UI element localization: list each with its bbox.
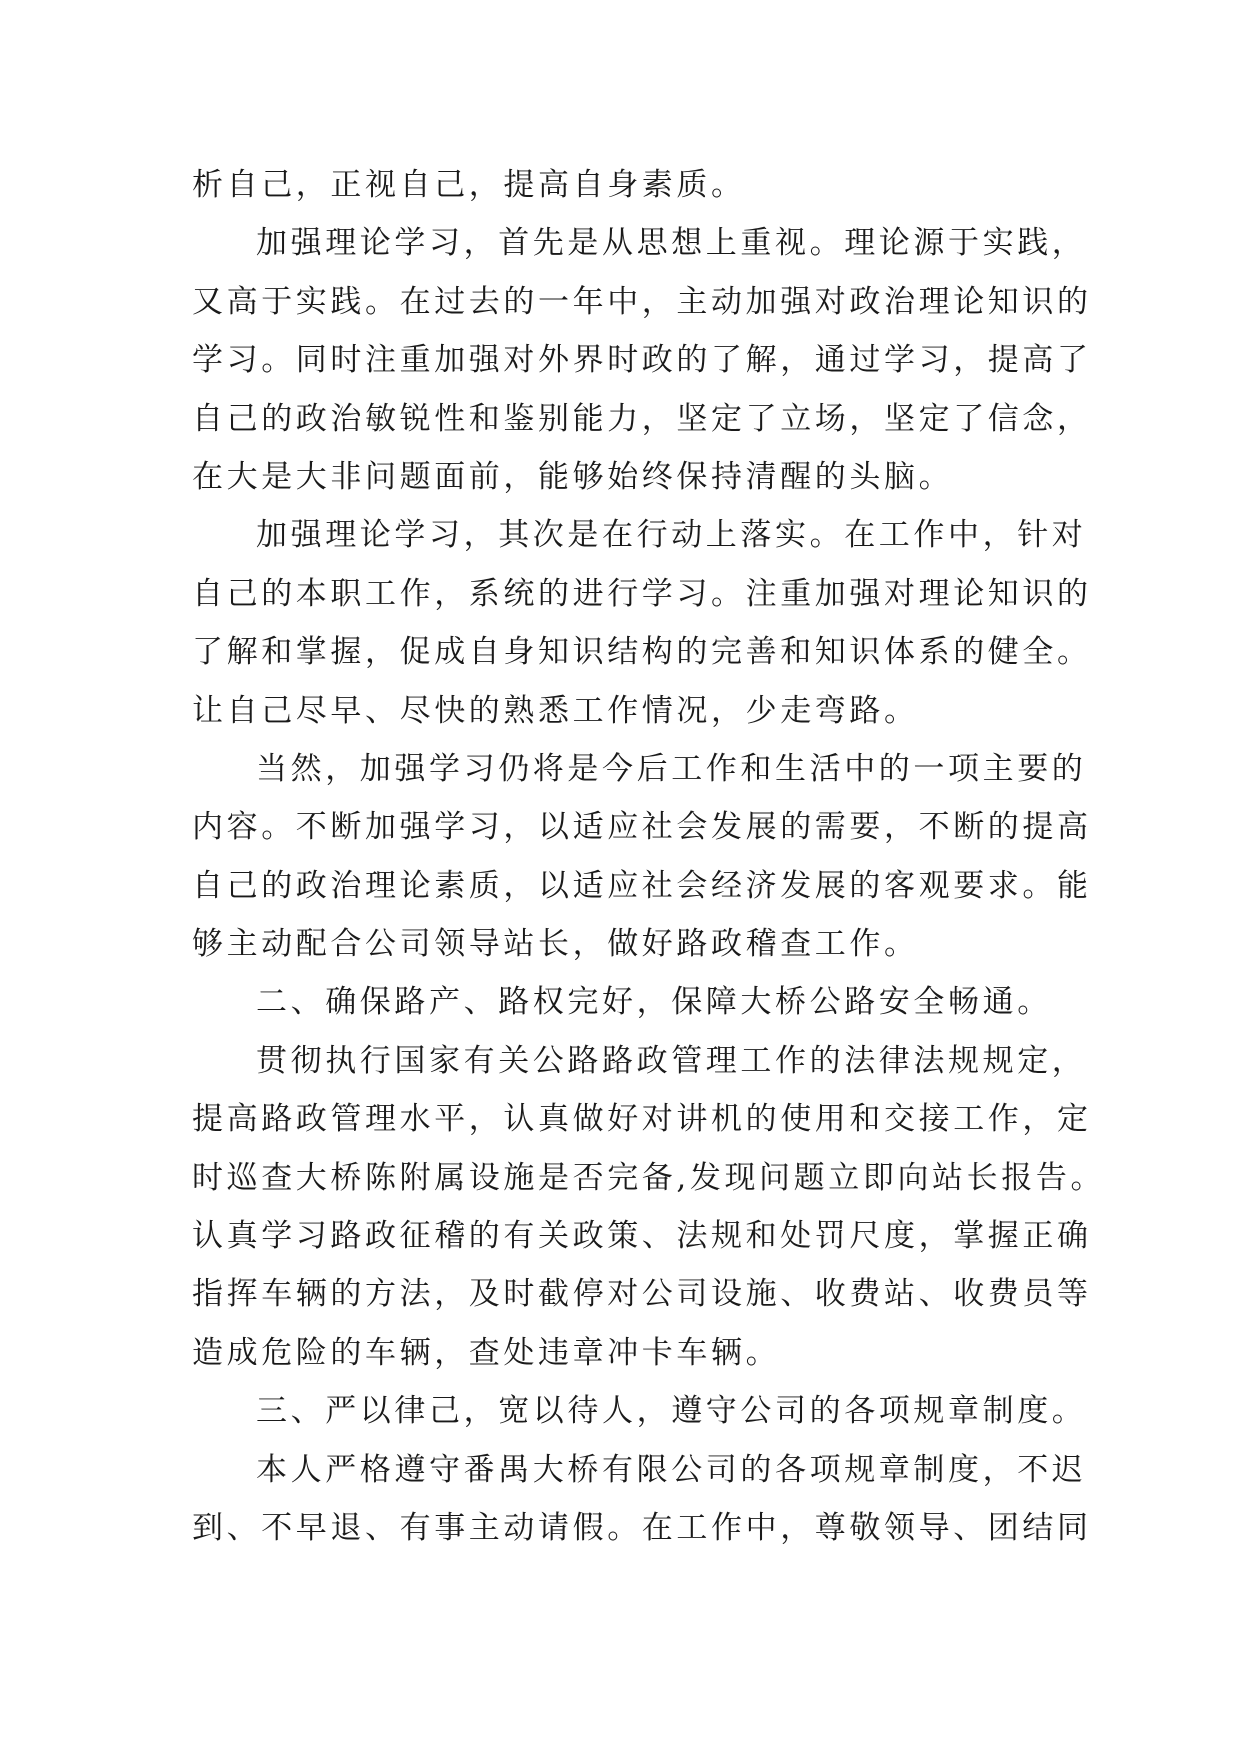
text-line: 加强理论学习，其次是在行动上落实。在工作中，针对 — [256, 517, 1087, 554]
text-line: 到、不早退、有事主动请假。在工作中，尊敬领导、团结同 — [192, 1509, 1092, 1546]
text-line: 自己的政治敏锐性和鉴别能力，坚定了立场，坚定了信念， — [192, 400, 1092, 437]
text-line: 提高路政管理水平，认真做好对讲机的使用和交接工作，定 — [192, 1101, 1092, 1138]
text-line: 时巡查大桥陈附属设施是否完备,发现问题立即向站长报告。 — [192, 1159, 1106, 1196]
text-line: 认真学习路政征稽的有关政策、法规和处罚尺度，掌握正确 — [192, 1218, 1092, 1255]
text-line: 自己的政治理论素质，以适应社会经济发展的客观要求。能 — [192, 867, 1092, 904]
text-line: 加强理论学习，首先是从思想上重视。理论源于实践， — [256, 225, 1087, 262]
text-line: 三、严以律己，宽以待人，遵守公司的各项规章制度。 — [256, 1393, 1087, 1430]
text-line: 够主动配合公司领导站长，做好路政稽查工作。 — [192, 926, 919, 963]
text-line: 学习。同时注重加强对外界时政的了解，通过学习，提高了 — [192, 342, 1092, 379]
text-line: 让自己尽早、尽快的熟悉工作情况，少走弯路。 — [192, 692, 919, 729]
text-line: 造成危险的车辆，查处违章冲卡车辆。 — [192, 1334, 781, 1371]
text-line: 自己的本职工作，系统的进行学习。注重加强对理论知识的 — [192, 575, 1092, 612]
text-line: 又高于实践。在过去的一年中，主动加强对政治理论知识的 — [192, 283, 1092, 320]
text-line: 二、确保路产、路权完好，保障大桥公路安全畅通。 — [256, 984, 1052, 1021]
text-line: 当然，加强学习仍将是今后工作和生活中的一项主要的 — [256, 750, 1087, 787]
text-line: 内容。不断加强学习，以适应社会发展的需要，不断的提高 — [192, 809, 1092, 846]
text-line: 指挥车辆的方法，及时截停对公司设施、收费站、收费员等 — [192, 1276, 1092, 1313]
text-line: 贯彻执行国家有关公路路政管理工作的法律法规规定， — [256, 1042, 1087, 1079]
text-line: 在大是大非问题面前，能够始终保持清醒的头脑。 — [192, 458, 954, 495]
text-line: 析自己，正视自己，提高自身素质。 — [192, 167, 746, 203]
text-line: 本人严格遵守番禺大桥有限公司的各项规章制度，不迟 — [256, 1451, 1087, 1488]
document-body — [192, 156, 1106, 1557]
text-line: 了解和掌握，促成自身知识结构的完善和知识体系的健全。 — [192, 634, 1092, 671]
